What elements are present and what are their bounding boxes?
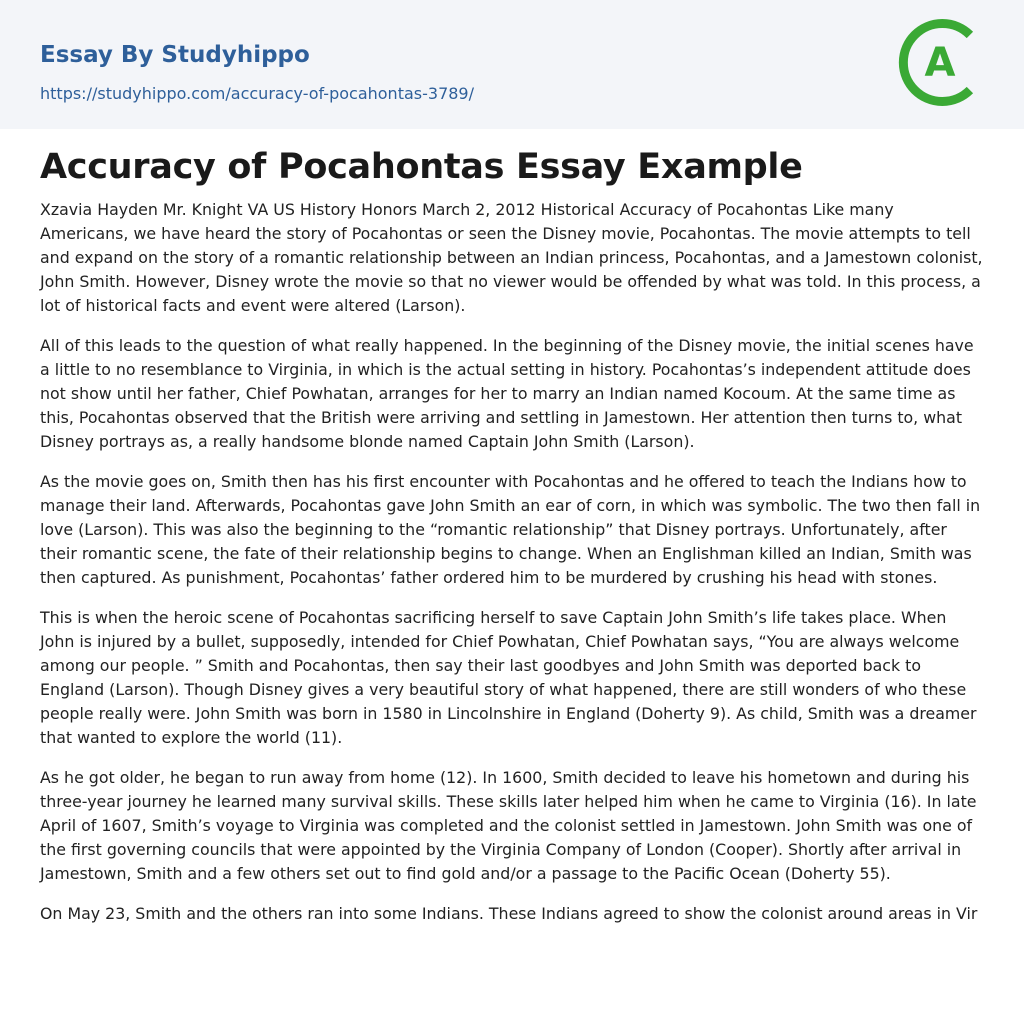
article-body [40, 189, 984, 926]
studyhippo-logo-icon [898, 18, 988, 108]
site-header [0, 0, 1024, 129]
site-brand[interactable]: Essay By Studyhippo [40, 42, 310, 68]
source-url-link[interactable]: https://studyhippo.com/accuracy-of-pocahontas-3789/ [40, 84, 474, 103]
article-paragraph: All of this leads to the question of what really happened. In the beginning of the Disney movie, the initial scenes have a little to no resemblance to Virginia, in which is the actual setting in history. Pocahontas’s independent attitude does not show until her father, Chief Powhatan, arranges for her to marry an Indian named Kocoum. At the same time as this, Pocahontas observed that the British were arriving and settling in Jamestown. Her attention then turns to, what Disney portrays as, a really handsome blonde named Captain John Smith (Larson). [40, 336, 974, 451]
article-paragraph: This is when the heroic scene of Pocahontas sacrificing herself to save Captain John Smith’s life takes place. When John is injured by a bullet, supposedly, intended for Chief Powhatan, Chief Powhatan says, “You are always welcome among our people. ” Smith and Pocahontas, then say their last goodbyes and John Smith was deported back to England (Larson). Though Disney gives a very beautiful story of what happened, there are still wonders of who these people really were. John Smith was born in 1580 in Lincolnshire in England (Doherty 9). As child, Smith was a dreamer that wanted to explore the world (11). [40, 608, 977, 747]
article-paragraph: On May 23, Smith and the others ran into some Indians. These Indians agreed to show the colonist around areas in Vir [40, 904, 978, 923]
article-paragraph: As he got older, he began to run away from home (12). In 1600, Smith decided to leave his hometown and during his three-year journey he learned many survival skills. These skills later helped him when he came to Virginia (16). In late April of 1607, Smith’s voyage to Virginia was completed and the colonist settled in Jamestown. John Smith was one of the first governing councils that were appointed by the Virginia Company of London (Cooper). Shortly after arrival in Jamestown, Smith and a few others set out to find gold and/or a passage to the Pacific Ocean (Doherty 55). [40, 768, 977, 883]
article-paragraph: Xzavia Hayden Mr. Knight VA US History Honors March 2, 2012 Historical Accuracy of Pocahontas Like many Americans, we have heard the story of Pocahontas or seen the Disney movie, Pocahontas. The movie attempts to tell and expand on the story of a romantic relationship between an Indian princess, Pocahontas, and a Jamestown colonist, John Smith. However, Disney wrote the movie so that no viewer would be offended by what was told. In this process, a lot of historical facts and event were altered (Larson). [40, 200, 983, 315]
page-title: Accuracy of Pocahontas Essay Example [40, 147, 803, 187]
article [0, 129, 1024, 926]
logo-letter: A [924, 40, 956, 86]
article-paragraph: As the movie goes on, Smith then has his first encounter with Pocahontas and he offered to teach the Indians how to manage their land. Afterwards, Pocahontas gave John Smith an ear of corn, in which was symbolic. The two then fall in love (Larson). This was also the beginning to the “romantic relationship” that Disney portrays. Unfortunately, after their romantic scene, the fate of their relationship begins to change. When an Englishman killed an Indian, Smith was then captured. As punishment, Pocahontas’ father ordered him to be murdered by crushing his head with stones. [40, 472, 981, 587]
